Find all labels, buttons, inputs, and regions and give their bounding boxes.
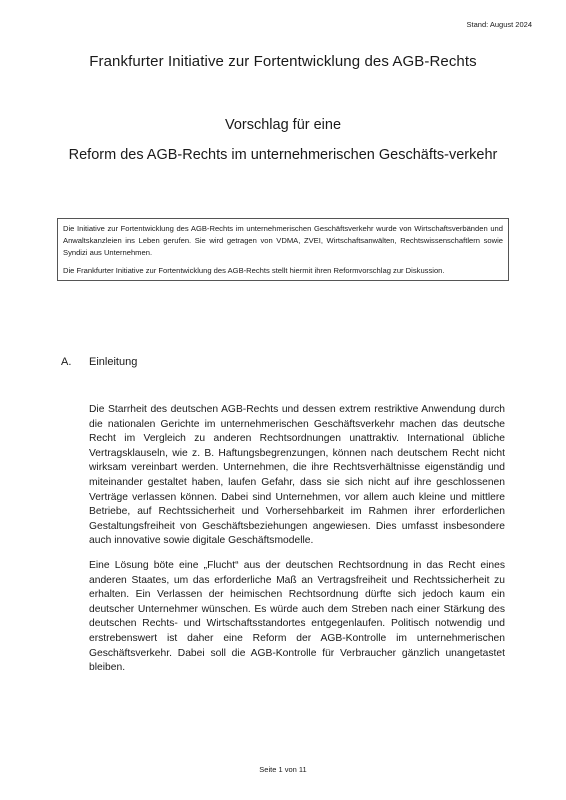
body-paragraph-2: Eine Lösung böte eine „Flucht“ aus der deutschen Rechtsordnung in das Recht eines anderen Staates, um das erforderliche Maß an Vertragsfreiheit und Rechtssicherheit zu erhalten. Ein Verlassen der heimischen Rechtsordnung dürfte sich jedoch kaum ein deutscher Unternehmer wünschen. Es würde auch dem Streben nach einer Stärkung des deutschen Rechts- und Wirtschaftsstandortes entgegenlaufen. Politisch notwendig und erstrebenswert ist daher eine Reform der AGB-Kontrolle im unternehmerischen Geschäftsverkehr. Dabei soll die AGB-Kontrolle für Verbraucher gänzlich unangetastet bleiben. [89, 559, 505, 674]
info-box [57, 218, 509, 281]
info-paragraph-2: Die Frankfurter Initiative zur Fortentwicklung des AGB-Rechts stellt hiermit ihren Reformvorschlag zur Diskussion. [63, 266, 445, 275]
body-text [89, 403, 505, 676]
section-number: A. [61, 356, 72, 368]
initiative-title: Frankfurter Initiative zur Fortentwicklung des AGB-Rechts [89, 53, 477, 70]
page-number: Seite 1 von 11 [259, 765, 307, 774]
info-paragraph-1: Die Initiative zur Fortentwicklung des AGB-Rechts im unternehmerischen Geschäftsverkehr wurde von Wirtschaftsverbänden und Anwaltskanzleien ins Leben gerufen. Sie wird getragen von VDMA, ZVEI, Wirtschaftsanwälten, Rechtswissenschaftlern sowie Syndizi aus Unternehmen. [63, 224, 503, 257]
body-paragraph-1: Die Starrheit des deutschen AGB-Rechts und dessen extrem restriktive Anwendung durch die nationalen Gerichte im unternehmerischen Geschäftsverkehr machen das deutsche Recht im Vergleich zu anderen Rechtsordnungen unattraktiv. International übliche Vertragsklauseln, wie z. B. Haftungsbegrenzungen, können nach deutschem Recht nicht wirksam vereinbart werden. Unternehmen, die ihre Rechtsverhältnisse eigenständig und miteinander gestaltet haben, laufen Gefahr, dass sie sich nicht auf ihre geschlossenen Verträge verlassen können. Dabei sind Unternehmen, vor allem auch kleine und mittlere Betriebe, auf Rechtssicherheit und Vorhersehbarkeit im Rahmen ihrer erforderlichen Gestaltungsfreiheit von Geschäftsbeziehungen angewiesen. Dies umfasst insbesondere auch innovative sowie digitale Geschäftsmodelle. [89, 404, 505, 547]
document-title-line2: Reform des AGB-Rechts im unternehmerischen Geschäfts-verkehr [68, 147, 498, 163]
section-heading [61, 356, 137, 368]
section-title: Einleitung [89, 356, 138, 368]
document-title-line1: Vorschlag für eine [224, 117, 342, 133]
document-date: Stand: August 2024 [466, 20, 532, 29]
